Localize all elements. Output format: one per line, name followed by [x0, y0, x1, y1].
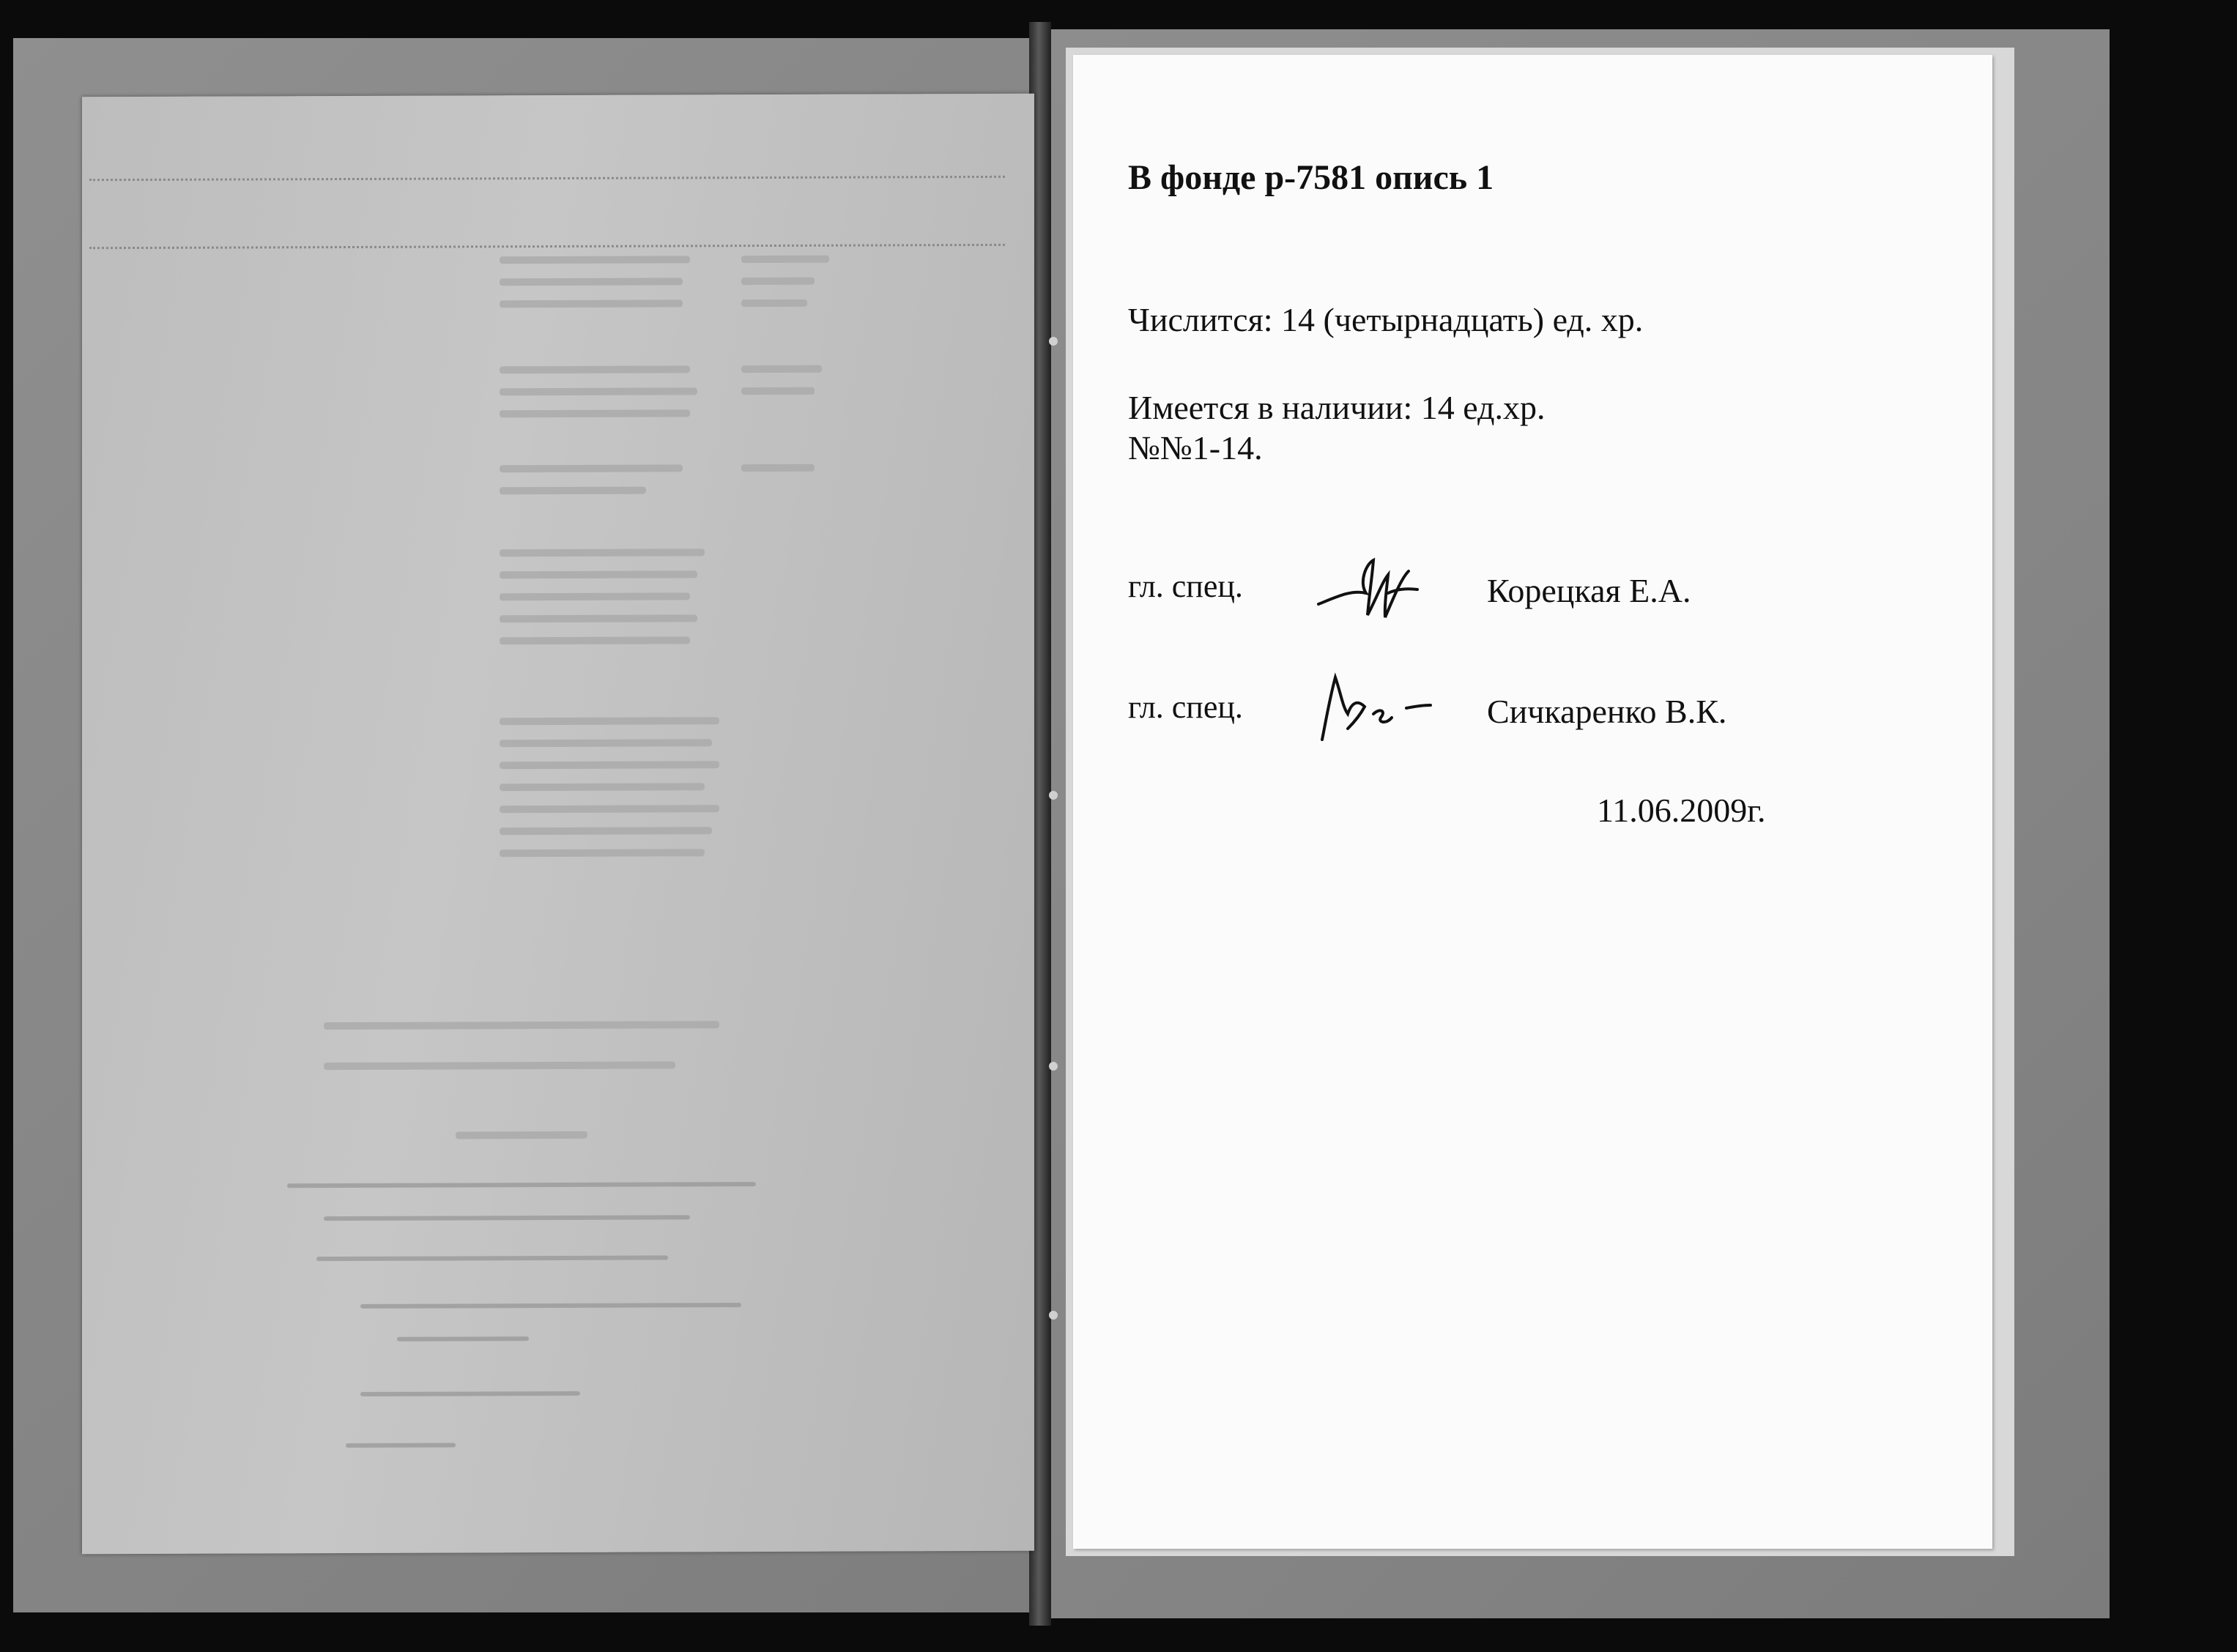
- certification-sheet: [1073, 55, 1992, 1549]
- items-available: Имеется в наличии: 14 ед.хр.: [1128, 389, 1546, 426]
- binding-stitch: [1049, 1311, 1058, 1320]
- signatory-name: Корецкая Е.А.: [1487, 572, 1691, 609]
- items-numbers: №№1-14.: [1128, 429, 1263, 466]
- items-count: Числится: 14 (четырнадцать) ед. хр.: [1128, 301, 1644, 338]
- handwritten-signature: [1307, 663, 1439, 751]
- handwritten-signature: [1315, 553, 1425, 633]
- signatory-position: гл. спец.: [1128, 568, 1243, 604]
- binding-stitch: [1049, 1062, 1058, 1071]
- fond-title: В фонде р-7581 опись 1: [1128, 158, 1494, 197]
- binding-stitch: [1049, 791, 1058, 800]
- signatory-position: гл. спец.: [1128, 689, 1243, 725]
- signatory-name: Сичкаренко В.К.: [1487, 693, 1727, 730]
- binding-stitch: [1049, 337, 1058, 346]
- left-page-reverse-side: [82, 94, 1034, 1555]
- certification-date: 11.06.2009г.: [1597, 792, 1766, 829]
- page-rule: [89, 244, 1005, 249]
- page-rule: [89, 176, 1005, 181]
